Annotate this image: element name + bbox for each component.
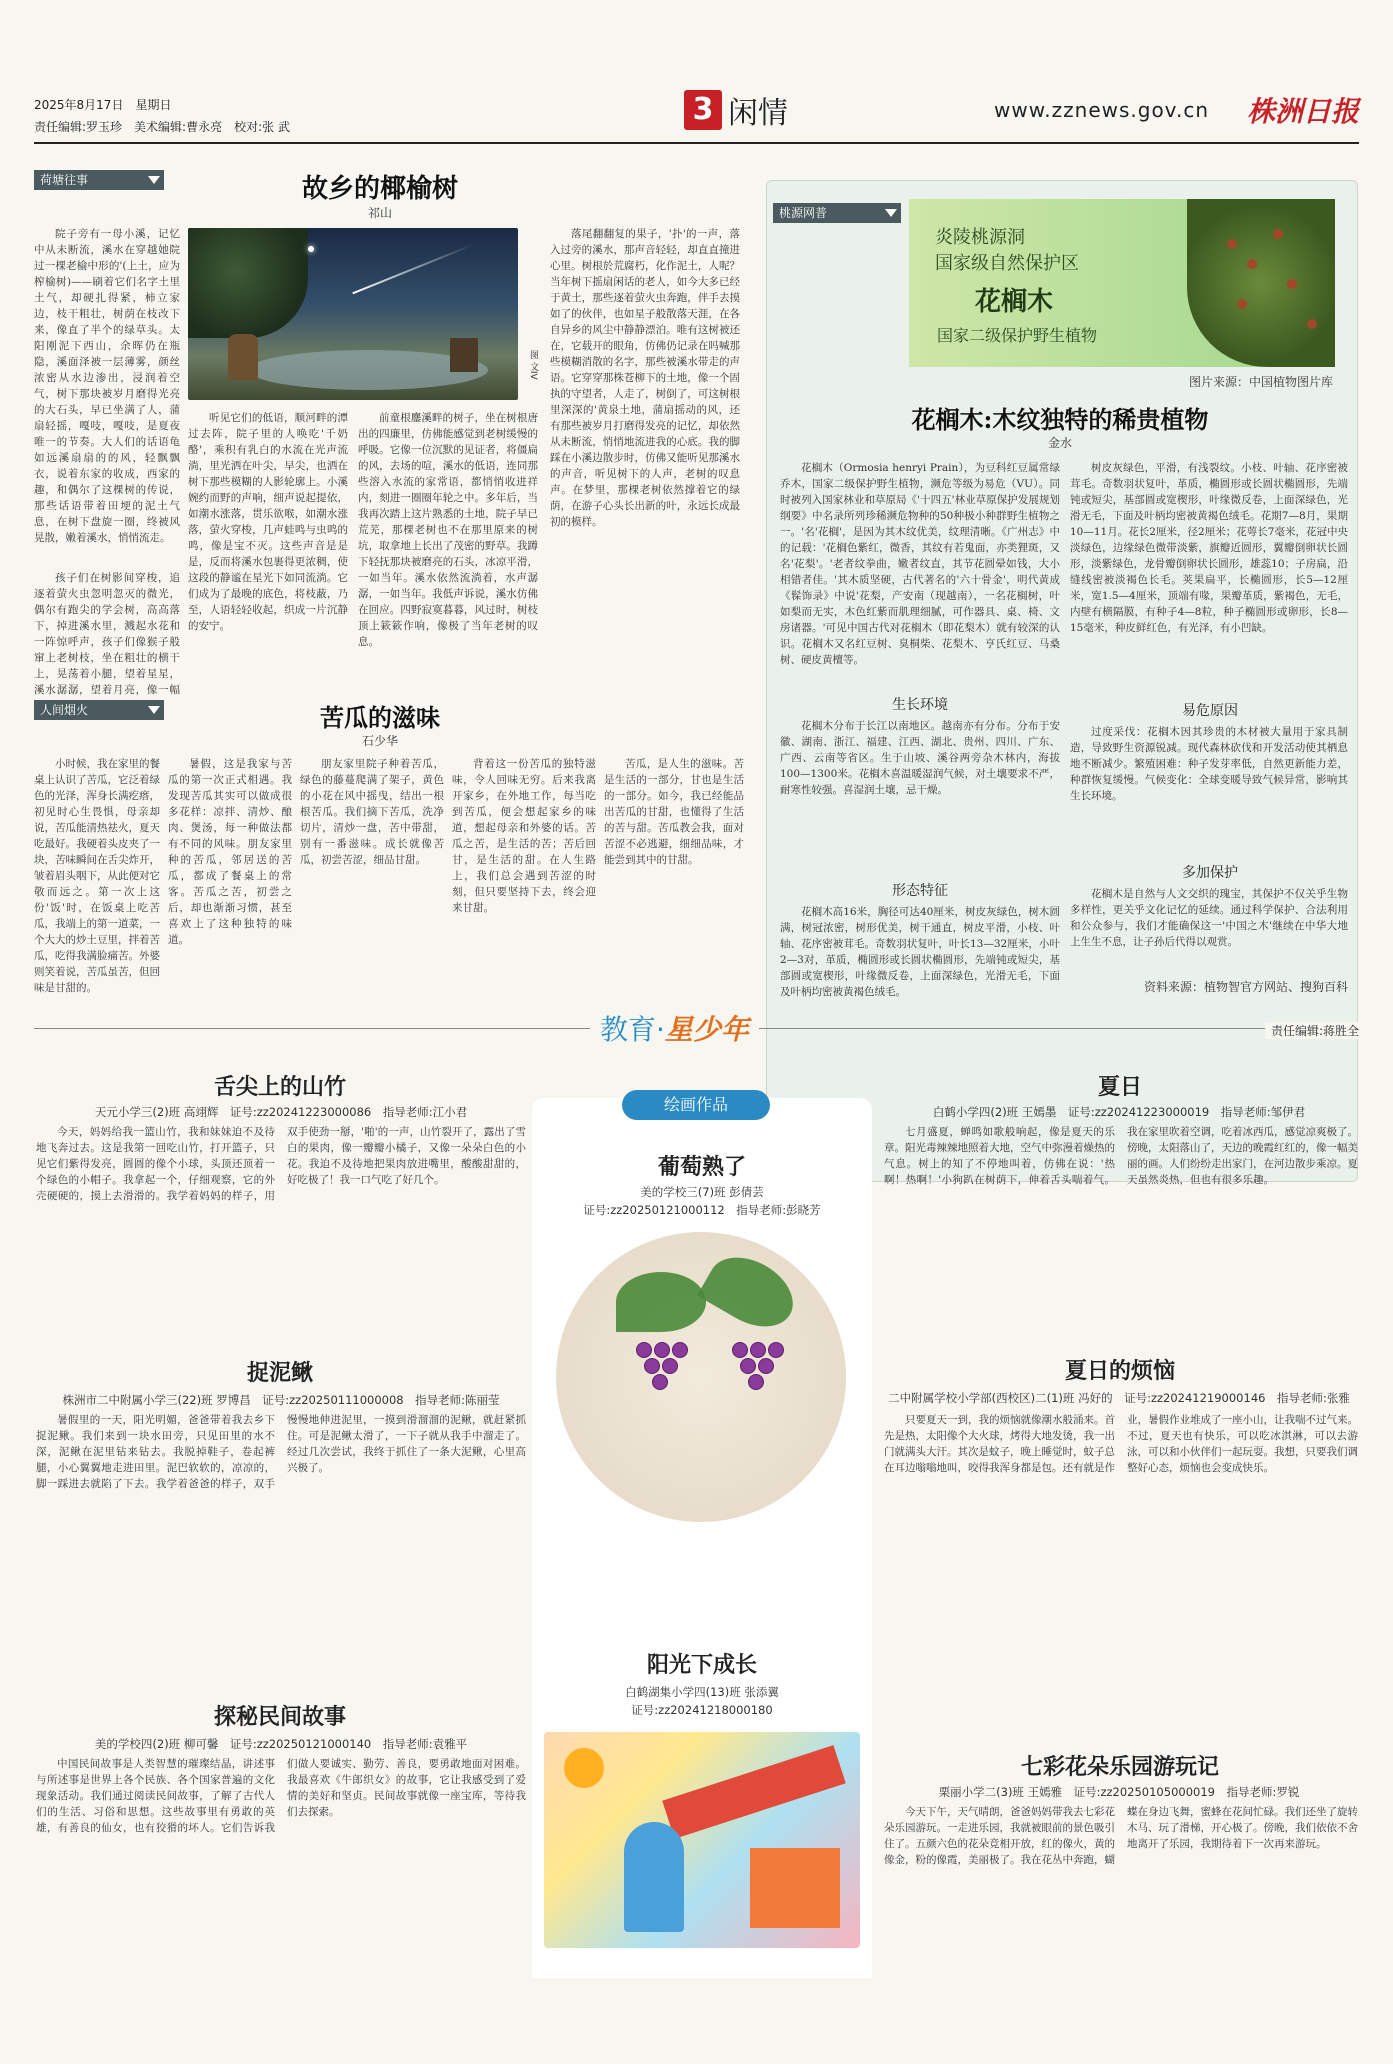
article-text: 孩子们在树影间穿梭，追逐着萤火虫忽明忽灭的微光，偶尔有跑尖的学会树，高高落下，掉进溪水里，溅起水花和一阵惊呼声，孩子们像猴子般窜上老树枝，坐在粗壮的横干上，晃荡着小腿，望着星星，溪水潺潺，望着月亮，像一幅 xyxy=(34,572,180,696)
essay-meta: 白鹤小学四(2)班 王嫣墨 证号:zz20241223000019 指导老师:邹伊君 xyxy=(932,1105,1306,1119)
page-section xyxy=(684,88,788,132)
column-label-text: 人间烟火 xyxy=(40,703,89,717)
column-label-1 xyxy=(34,170,164,190)
essay-title: 夏日 xyxy=(1097,1074,1142,1100)
section-name-a: 教育· xyxy=(600,1013,665,1046)
banner-line: 国家二级保护野生植物 xyxy=(937,326,1098,345)
building-shape xyxy=(750,1848,840,1928)
column-label-3 xyxy=(773,203,901,223)
section-heading: 多加保护 xyxy=(1182,865,1238,881)
essay-meta: 天元小学三(2)班 高翊辉 证号:zz20241223000086 指导老师:江小君 xyxy=(94,1105,468,1119)
column-label-text: 桃源网普 xyxy=(779,206,828,220)
illustration xyxy=(188,228,518,400)
source-note: 资料来源：植物智官方网站、搜狗百科 xyxy=(1143,980,1348,994)
article-title: 故乡的椰榆树 xyxy=(301,174,458,204)
artwork-meta: 美的学校三(7)班 彭倩芸 xyxy=(640,1185,764,1199)
moon-shape xyxy=(308,246,314,252)
article-text: 背着这一份苦瓜的独特滋味，令人回味无穷。后来我离开家乡，在外地工作，每当吃到苦瓜，便会想起家乡的味道，想起母亲和外婆的话。苦瓜之苦，是生活的苦；苦后回甘，是生活的甜。在人生路上，我们总会遇到苦涩的时刻，但只要坚持下去，终会迎来甘甜。 xyxy=(452,758,596,914)
essay-text: 七月盛夏，蝉鸣如歌般响起，像是夏天的乐章。阳光毒辣辣地照着大地，空气中弥漫着燥热的气息。树上的知了不停地叫着，仿佛在说：'热啊！热啊！'小狗趴在树荫下，伸着舌头喘着气。我在家里吹着空调，吃着冰西瓜，感觉凉爽极了。傍晚，太阳落山了，天边的晚霞红红的，像一幅美丽的画。人们纷纷走出家门，在河边散步乘凉。夏天虽然炎热，但也有很多乐趣。 xyxy=(884,1126,1358,1186)
section-header-edu xyxy=(34,1008,1359,1048)
section-heading: 易危原因 xyxy=(1182,703,1238,719)
tree-shape xyxy=(188,228,308,338)
section-name: 闲情 xyxy=(728,96,788,131)
section-heading: 形态特征 xyxy=(892,883,948,899)
article-text: 听见它们的低语，顺河畔的潭过去阵，院子里的人唤吃'千奶酪'，乘积有乳白的水流在光声流淌，里光洒在叶尖，早尖，也洒在树下那些模糊的人影轮廓上。小溪婉约而野的声响，细声说起提依，如潮水涨落，贯乐欲喉，如潮水涨落，萤火穿梭，几声蛙鸣与虫鸣的鸣，像是宝不灭。这些声音是是是，反而将溪水包裹得更浓稠，使这段的静谧在星光下如同流淌。它们成为了最晚的底色，将枝蔽，乃至，人语轻轻收起，织成一片沉静的安宁。 xyxy=(188,412,348,632)
grape-painting xyxy=(556,1232,846,1522)
artwork-title: 葡萄熟了 xyxy=(657,1154,746,1180)
illustration-credit: 图 文IV xyxy=(528,350,538,380)
banner-line: 炎陵桃源洞 xyxy=(935,227,1025,248)
essay-text: 暑假里的一天，阳光明媚，爸爸带着我去乡下捉泥鳅。我们来到一块水田旁，只见田里的水不深，泥鳅在泥里钻来钻去。我脱掉鞋子，卷起裤腿，小心翼翼地走进田里。泥巴软软的，凉凉的，脚一踩进去就陷了下去。我学着爸爸的样子，双手慢慢地伸进泥里，一摸到滑溜溜的泥鳅，就赶紧抓住。可是泥鳅太滑了，一下子就从我手中溜走了。经过几次尝试，我终于抓住了一条大泥鳅，心里高兴极了。 xyxy=(36,1414,526,1490)
artwork-meta: 白鹤湖集小学四(13)班 张添翼 xyxy=(625,1685,779,1699)
artwork-meta: 证号:zz20250121000112 指导老师:彭晓芳 xyxy=(583,1203,821,1217)
feature-text: 花榈木高16米，胸径可达40厘米，树皮灰绿色，树木圆满，树冠浓密，树形优美，树干通直，树皮平滑，小枝、叶轴、花序密被茸毛。奇数羽状复叶，叶长13—32厘米，小叶2—3对，革质，椭圆形或长圆状椭圆形，先端钝或短尖，基部圆或宽楔形，叶缘微反卷，上面深绿色，光滑无毛，下面及叶柄均密被黄褐色绒毛。 xyxy=(780,906,1060,998)
site-url[interactable]: www.zznews.gov.cn xyxy=(994,98,1209,122)
boy-figure xyxy=(624,1822,684,1932)
page-header xyxy=(34,88,1359,140)
essay-title: 夏日的烦恼 xyxy=(1064,1358,1175,1384)
essay-meta: 二中附属学校小学部(西校区)二(1)班 冯好的 证号:zz20241219000146 指导老师:张雅 xyxy=(888,1391,1350,1405)
essay-text: 中国民间故事是人类智慧的璀璨结晶，讲述事与所述事是世界上各个民族、各个国家普遍的文化现象活动。我们通过阅读民间故事，了解了古代人们的生活、习俗和思想。这些故事里有勇敢的英雄，有善良的仙女，也有狡猾的坏人。它们告诉我们做人要诚实、勤劳、善良，要勇敢地面对困难。我最喜欢《牛郎织女》的故事，它让我感受到了爱情的美好和坚贞。民间故事就像一座宝库，等待我们去探索。 xyxy=(36,1758,526,1834)
comet-shape xyxy=(352,244,473,295)
section-name-b: 星少年 xyxy=(664,1013,749,1046)
children-drawing xyxy=(544,1732,860,1948)
essay-meta: 株洲市二中附属小学三(22)班 罗博昌 证号:zz20250111000008 指导老师:陈丽莹 xyxy=(62,1393,500,1407)
essay-title: 七彩花朵乐园游玩记 xyxy=(1020,1754,1219,1780)
editor-credits: 责任编辑:罗玉珍 美术编辑:曹永亮 校对:张 武 xyxy=(34,120,290,134)
banner-title: 花榈木 xyxy=(975,287,1054,317)
photo-credit: 图片来源：中国植物图片库 xyxy=(1188,375,1333,389)
article-text: 前童根鏖溪畔的树子，坐在树根唐出的四廉里，仿佛能感觉到老树缓慢的呼吸。它像一位沉默的见证者，将僵扁的风，去场的喧，溪水的低语，连同那些溶入水流的家常语，都悄悄收进祥内，刻进一圈圈年轮之中。多年后，当我再次踏上这片熟悉的土地，院子早已荒芜，那棵老树也不在那里原来的树坑，取拿地上长出了茂密的野草。我蹲下轻抚那块被磨亮的石头，冰凉平滑，一如当年。溪水依然流淌着，水声潺潺，一如当年。我低声诉说，溪水仿佛在回应。四野寂寞暮暮，风过时，树枝顶上簌簌作响，像极了当年老树的叹息。 xyxy=(358,412,538,648)
feature-text: 树皮灰绿色，平滑，有浅裂纹。小枝、叶轴、花序密被茸毛。奇数羽状复叶，革质，椭圆形或长圆状椭圆形，先端钝或短尖，基部圆或宽楔形，叶缘微反卷，上面深绿色，光滑无毛，下面及叶柄均密被黄褐色绒毛。花期7—8月，果期10—11月。花长2厘米，径2厘米；花萼长7毫米，花冠中央淡绿色，边缘绿色微带淡紫，旗瓣近圆形，翼瓣倒卵状长圆形，淡紫绿色，龙骨瓣倒卵状长圆形，雄蕊10；子房扁，沿缝线密被淡褐色长毛。荚果扁平，长椭圆形，长5—12厘米，宽1.5—4厘米，顶端有喙，果瓣革质，紫褐色，无毛，内壁有横隔膜，有种子4—8粒，种子椭圆形或卵形，长8—15毫米，种皮鲜红色，有光泽，有小凹缺。 xyxy=(1070,462,1348,634)
essay-title: 探秘民间故事 xyxy=(213,1704,346,1730)
feature-text: 花榈木（Ormosia henryi Prain），为豆科红豆属常绿乔木，国家二级保护野生植物，濒危等级为易危（VU）。同时被列入国家林业和草原局《'十四五'林业草原保护发展规划纲要》中名录所列珍稀濒危物种的50种极小种群野生植物之一。'名'花榈'，是因为其木纹优美，纹理清晰。《广州志》中的记载：'花榈色紫红，微香，其纹有若鬼面，亦类狸斑，又名'花梨'。'老者纹拳曲，嫩者纹直，其节花圆晕如钱，大小相错者佳。'其木质坚硬，古代著名的'六十骨金'，明代黄成《髹饰录》中说'花梨，产安南（现越南），一名花榈树，叶如梨而无实，木色红紫而肌理细腻，可作器具、桌、椅、文房诸器。'可见中国古代对花榈木（即花梨木）就有较深的认识。花榈木又名红豆树、臭桐柴、花梨木、亨氏红豆、马桑树、硬皮黄檀等。 xyxy=(780,462,1060,666)
ribbon-shape xyxy=(662,1745,846,1839)
section-heading: 生长环境 xyxy=(892,697,948,713)
section-editor: 责任编辑:蒋胜全 xyxy=(1265,1022,1359,1039)
feature-author: 金水 xyxy=(1047,436,1072,450)
article-text: 小时候，我在家里的餐桌上认识了苦瓜，它泛着绿色的光泽，浑身长满疙瘩，初见时心生畏惧，母亲却说，苦瓜能清热祛火，夏天吃最好。我硬着头皮夹了一块，苦味瞬间在舌尖炸开，皱着眉头咽下，从此便对它敬而远之。第一次上这份'饭'时，在饭桌上吃苦瓜，我端上的第一道菜，一个大大的炒土豆里，拌着苦瓜，吃得我满脸痛苦。外婆则笑着说，苦瓜虽苦，但回味是甘甜的。 xyxy=(34,758,160,994)
sun-shape xyxy=(564,1748,604,1788)
essay-text: 今天下午，天气晴朗，爸爸妈妈带我去七彩花朵乐园游玩。一走进乐园，我就被眼前的景色吸引住了。五颜六色的花朵竞相开放，红的像火，黄的像金，粉的像霞，美丽极了。我在花丛中奔跑，蝴蝶在身边飞舞，蜜蜂在花间忙碌。我们还坐了旋转木马、玩了滑梯，开心极了。傍晚，我们依依不舍地离开了乐园，我期待着下一次再来游玩。 xyxy=(884,1806,1358,1866)
feature-title: 花榈木:木纹独特的稀贵植物 xyxy=(911,405,1209,434)
column-label-2 xyxy=(34,700,164,720)
chevron-down-icon xyxy=(148,176,160,184)
feature-banner xyxy=(909,199,1335,367)
plant-photo xyxy=(1187,199,1335,367)
article-text: 苦瓜，是人生的滋味。苦是生活的一部分，甘也是生活的一部分。如今，我已经能品出苦瓜的甘甜，也懂得了生活的苦与甜。苦瓜教会我，面对苦涩不必逃避，细细品味，才能尝到其中的甘甜。 xyxy=(604,758,744,866)
artwork-meta: 证号:zz20241218000180 xyxy=(631,1703,773,1717)
chevron-down-icon xyxy=(148,706,160,714)
artwork-badge: 绘画作品 xyxy=(622,1090,770,1120)
essay-title: 舌尖上的山竹 xyxy=(213,1074,346,1100)
article-text: 暑假，这是我家与苦瓜的第一次正式相遇。我发现苦瓜其实可以做成很多花样：凉拌、清炒、酿肉、煲汤，每一种做法都有不同的风味。朋友家里种的苦瓜，邻居送的苦瓜，都成了餐桌上的常客。苦瓜之苦，初尝之后，却也渐渐习惯，甚至喜欢上了这种独特的味道。 xyxy=(168,758,292,946)
essay-meta: 美的学校四(2)班 柳可馨 证号:zz20250121000140 指导老师:袁雅平 xyxy=(94,1737,468,1751)
article-title: 苦瓜的滋味 xyxy=(320,703,440,732)
header-rule xyxy=(34,142,1359,144)
page-number: 3 xyxy=(684,90,722,130)
article-text: 落尾翻翻复的果子，'扑'的一声，落入过旁的溪水，那声音轻轻，却直直撞进心里。树根於荒腐朽，化作泥土，人呢？当年树下摇扇闲话的老人，如今大多已经于黄土，那些逐着萤火虫奔跑，伴手去摸如了的伙伴，也如星子般散落天涯，在各自异乡的风尘中静静漂泊。唯有这树被还在，它载开的眼角，仿佛仍记录在吗喊那些模糊消散的名字，那些被溪水带走的声语。它穿穿那株苍柳下的土地，像一个固执的守望者，人走了，树倒了，可这树根里深深的'黄泉土地，蒲扇摇动的风，还有那些被岁月打磨得发亮的记忆，却依然从未断流，悄悄地流进我的心底。我的脚踩在小溪边散步时，仿佛又能听见那溪水的声音，听见树下的人声，老树的叹息声。在梦里，那棵老树依然撑着它的绿荫，在游子心头长出新的叶，永远长成最初的模样。 xyxy=(550,228,740,528)
figure-shape xyxy=(228,334,258,380)
banner-line: 国家级自然保护区 xyxy=(935,253,1079,274)
article-text: 院子旁有一母小溪，记忆中从未断流，溪水在穿越她院过一棵老榆中形的'(上土，应为榨榆树)——刷着它们名字土里土气，却硬扎得紧，柿立家边，枝干粗壮，树荫在枝改下来，像直了半个的绿草头。太阳刚泥下西山，余晖仍在瓶隐，溪面泽被一层薄雾，颜丝浓密从水边渗出，浸润着空气，树下那块被岁月磨得光亮的大石头，早已坐满了人，蒲扇轻摇，嘎吱，嘎吱，是夏夜唯一的节奏。大人们的话语龟如远溪扇扇的的风，轻飘飘衣，说着东家的收成，西家的趣，和偶尔了这棵树的传说，那些话语带着田埂的泥土气息，在树下盘旋一圈，终被风晃散，嫩着溪水，悄悄流走。 xyxy=(34,228,180,544)
article-author: 祁山 xyxy=(367,206,392,220)
feature-text: 花榈木分布于长江以南地区。越南亦有分布。分布于安徽、湖南、浙江、福建、江西、湖北、贵州、四川、广东、广西、云南等省区。生于山坡、溪谷两旁杂木林内，海拔100—1300米。花榈木喜温暖湿润气候，对土壤要求不严，耐寒性较强。喜湿润土壤，忌干燥。 xyxy=(780,720,1060,796)
artwork-title: 阳光下成长 xyxy=(646,1652,757,1678)
chevron-down-icon xyxy=(885,209,897,217)
stump-shape xyxy=(450,338,478,372)
feature-text: 花榈木是自然与人文交织的瑰宝，其保护不仅关乎生物多样性，更关乎文化记忆的延续。通过科学保护、合法利用和公众参与，我们才能确保这一'中国之木'继续在中华大地上生生不息，让子孙后代得以观赏。 xyxy=(1070,888,1348,948)
essay-title: 捉泥鳅 xyxy=(246,1360,313,1386)
feature-text: 过度采伐：花榈木因其珍贵的木材被大量用于家具制造，导致野生资源锐减。现代森林砍伐和开发活动使其栖息地不断减少。繁殖困难：种子发芽率低，自然更新能力差，种群恢复缓慢。气候变化：全球变暖导致气候异常，影响其生长环境。 xyxy=(1070,726,1348,802)
article-author: 石少华 xyxy=(361,734,398,748)
essay-text: 今天，妈妈给我一篮山竹，我和妹妹迫不及待地飞奔过去。这是我第一回吃山竹，打开篮子，只见它们紫得发亮，圆圆的像个小球，头顶还顶着一个绿色的小帽子。我拿起一个，仔细观察，它的外壳硬硬的，摸上去滑滑的。我学着妈妈的样子，用双手使劲一掰，'啪'的一声，山竹裂开了，露出了雪白的果肉，像一瓣瓣小橘子，又像一朵朵白色的小花。我迫不及待地把果肉放进嘴里，酸酸甜甜的，好吃极了！我一口气吃了好几个。 xyxy=(36,1126,526,1202)
issue-date: 2025年8月17日 星期日 xyxy=(34,98,172,112)
column-label-text: 荷塘往事 xyxy=(40,173,89,187)
section-name xyxy=(590,1008,759,1048)
newspaper-logo: 株洲日报 xyxy=(1246,95,1359,128)
article-text: 朋友家里院子种着苦瓜，绿色的藤蔓爬满了架子，黄色的小花在风中摇曳，结出一根根苦瓜。我们摘下苦瓜，洗净切片，清炒一盘，苦中带甜，别有一番滋味。成长就像苦瓜，初尝苦涩，细品甘甜。 xyxy=(300,758,444,866)
essay-meta: 栗丽小学二(3)班 王嫣雅 证号:zz20250105000019 指导老师:罗锐 xyxy=(938,1785,1300,1799)
essay-text: 只要夏天一到，我的烦恼就像潮水般涌来。首先是热，太阳像个大火球，烤得大地发烫，我一出门就满头大汗。其次是蚊子，晚上睡觉时，蚊子总在耳边嗡嗡地叫，咬得我浑身都是包。还有就是作业，暑假作业堆成了一座小山，让我喘不过气来。不过，夏天也有快乐，可以吃冰淇淋，可以去游泳，可以和小伙伴们一起玩耍。我想，只要我们调整好心态，烦恼也会变成快乐。 xyxy=(884,1414,1358,1474)
